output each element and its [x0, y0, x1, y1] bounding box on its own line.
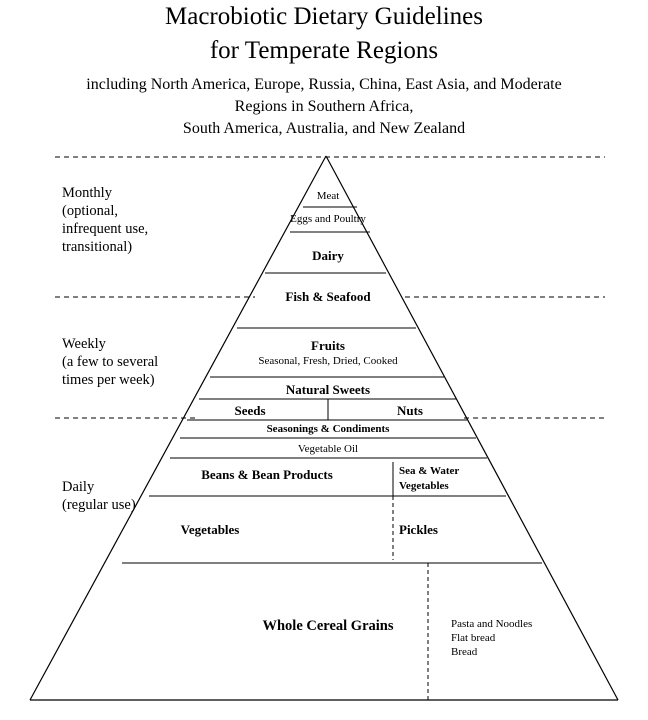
title-line-1: Macrobiotic Dietary Guidelines [165, 3, 483, 30]
title-line-2: for Temperate Regions [209, 37, 439, 64]
label-fruits: Fruits [311, 338, 345, 353]
subtitle-line-3: South America, Australia, and New Zealand [182, 120, 466, 137]
subtitle-line-1: including North America, Europe, Russia, China, East Asia, and Moderate [86, 76, 562, 93]
label-seasonings-condiments: Seasonings & Condiments [266, 423, 390, 435]
label-vegetable-oil: Vegetable Oil [297, 443, 359, 455]
label-pickles: Pickles [399, 522, 438, 537]
label-vegetables: Vegetables [180, 522, 240, 537]
label-seeds: Seeds [234, 403, 266, 418]
frequency-daily: Daily (regular use) [62, 479, 136, 513]
label-natural-sweets: Natural Sweets [285, 382, 371, 397]
subtitle-line-2: Regions in Southern Africa, [234, 98, 414, 115]
label-meat: Meat [316, 190, 340, 202]
label-fish-seafood: Fish & Seafood [285, 289, 371, 304]
label-beans: Beans & Bean Products [201, 467, 333, 482]
frequency-monthly: Monthly (optional, infrequent use, transitional) [62, 185, 149, 255]
label-fruits-sub: Seasonal, Fresh, Dried, Cooked [258, 355, 398, 367]
label-whole-cereal-grains: Whole Cereal Grains [262, 618, 394, 634]
label-dairy: Dairy [312, 248, 344, 263]
label-eggs-poultry: Eggs and Poultry [290, 213, 366, 225]
label-grain-products: Pasta and Noodles Flat bread Bread [451, 618, 533, 658]
label-nuts: Nuts [396, 403, 423, 418]
label-sea-water-vegetables: Sea & Water Vegetables [399, 465, 460, 492]
frequency-weekly: Weekly (a few to several times per week) [62, 336, 159, 388]
